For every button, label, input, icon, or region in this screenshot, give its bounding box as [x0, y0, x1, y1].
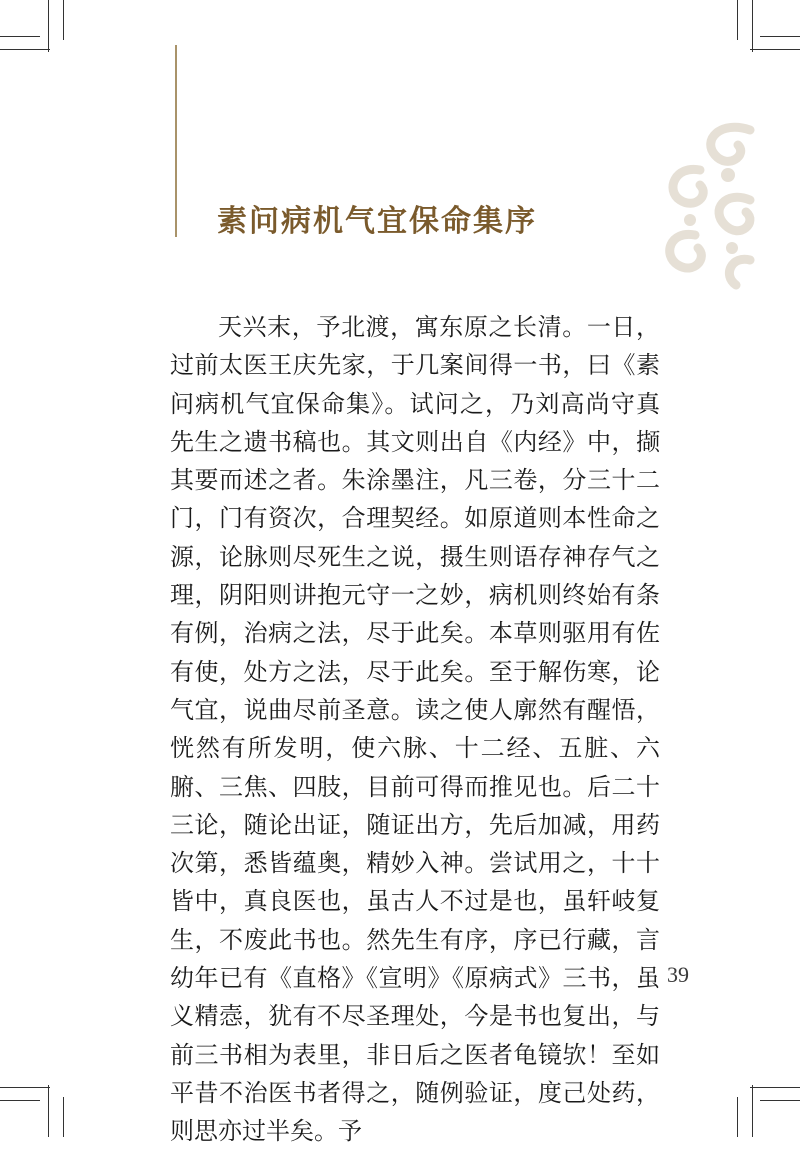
- crop-mark-bottom-left-h2: [0, 1100, 40, 1101]
- crop-mark-bottom-right-v2: [752, 1085, 753, 1137]
- cloud-scroll-ornament-icon: [640, 110, 760, 290]
- page-title: 素问病机气宜保命集序: [217, 204, 537, 239]
- crop-mark-top-right-v: [737, 0, 738, 40]
- crop-mark-bottom-right-h: [760, 1100, 800, 1101]
- crop-mark-top-left-v2: [63, 0, 64, 40]
- vertical-accent-rule: [175, 45, 177, 237]
- page-number: 39: [667, 962, 689, 987]
- crop-mark-top-right-h2: [750, 49, 800, 50]
- crop-mark-bottom-right-v: [737, 1097, 738, 1137]
- crop-mark-top-left-h2: [0, 36, 40, 37]
- crop-mark-top-left-v: [48, 0, 49, 52]
- preface-body: [170, 308, 660, 1151]
- preface-paragraph: 天兴末，予北渡，寓东原之长清。一日，过前太医王庆先家，于几案间得一书，曰《素问病机气宜保命集》。试问之，乃刘高尚守真先生之遗书稿也。其文则出自《内经》中，撷其要而述之者。朱涂墨注，凡三卷，分三十二门，门有资次，合理契经。如原道则本性命之源，论脉则尽死生之说，摄生则语存神存气之理，阴阳则讲抱元守一之妙，病机则终始有条有例，治病之法，尽于此矣。本草则驱用有佐有使，处方之法，尽于此矣。至于解伤寒，论气宜，说曲尽前圣意。读之使人廓然有醒悟，恍然有所发明，使六脉、十二经、五脏、六腑、三焦、四肢，目前可得而推见也。后二十三论，随论出证，随证出方，先后加减，用药次第，悉皆蕴奥，精妙入神。尝试用之，十十皆中，真良医也，虽古人不过是也，虽轩岐复生，不废此书也。然先生有序，序已行藏，言幼年已有《直格》《宣明》《原病式》三书，虽义精悫，犹有不尽圣理处，今是书也复出，与前三书相为表里，非日后之医者龟镜欤！至如平昔不治医书者得之，随例验证，度己处药，则思亦过半矣。予: [170, 313, 660, 1146]
- crop-mark-top-right-h: [760, 36, 800, 37]
- crop-mark-top-right-v2: [752, 0, 753, 52]
- crop-mark-top-left-h: [0, 49, 50, 50]
- crop-mark-bottom-left-v2: [63, 1097, 64, 1137]
- crop-mark-bottom-left-v: [48, 1085, 49, 1137]
- crop-mark-bottom-right-h2: [750, 1087, 800, 1088]
- crop-mark-bottom-left-h: [0, 1087, 50, 1088]
